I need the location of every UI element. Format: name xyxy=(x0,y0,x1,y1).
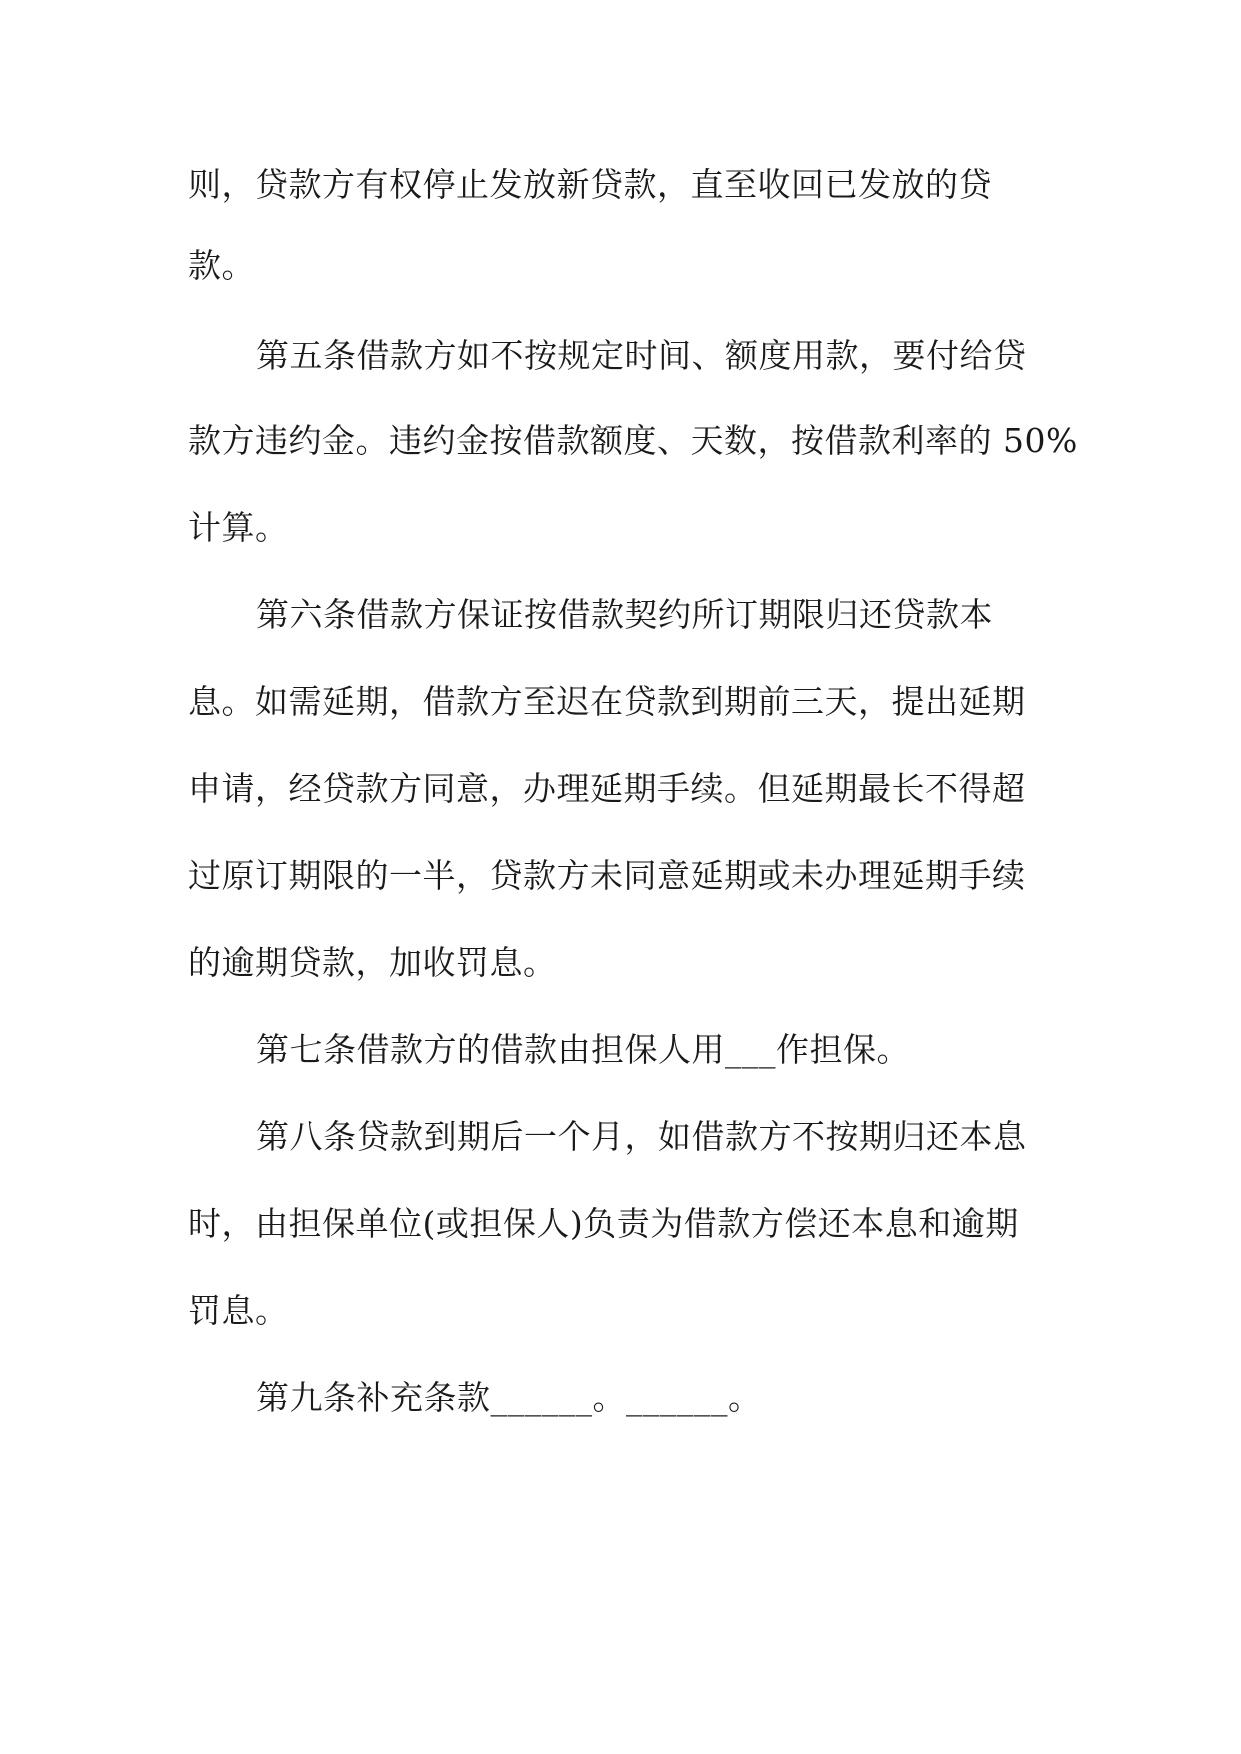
text-line: 申请，经贷款方同意，办理延期手续。但延期最长不得超 xyxy=(188,769,1026,808)
text-line: 款方违约金。违约金按借款额度、天数，按借款利率的 50% xyxy=(188,421,1078,460)
text-line: 罚息。 xyxy=(188,1291,289,1330)
text-line: 过原订期限的一半，贷款方未同意延期或未办理延期手续 xyxy=(188,856,1026,895)
article-6-heading: 第六条借款方保证按借款契约所订期限归还贷款本 xyxy=(256,595,993,634)
text-line: 款。 xyxy=(188,246,255,285)
text-line: 计算。 xyxy=(188,508,289,547)
article-9-heading: 第九条补充条款______。______。 xyxy=(256,1378,762,1417)
text-line: 时，由担保单位(或担保人)负责为借款方偿还本息和逾期 xyxy=(188,1204,1019,1243)
article-7-heading: 第七条借款方的借款由担保人用___作担保。 xyxy=(256,1030,910,1069)
text-line: 的逾期贷款，加收罚息。 xyxy=(188,943,557,982)
text-line: 息。如需延期，借款方至迟在贷款到期前三天，提出延期 xyxy=(188,682,1026,721)
text-line: 则，贷款方有权停止发放新贷款，直至收回已发放的贷 xyxy=(188,165,992,204)
article-5-heading: 第五条借款方如不按规定时间、额度用款，要付给贷 xyxy=(256,336,1027,375)
article-8-heading: 第八条贷款到期后一个月，如借款方不按期归还本息 xyxy=(256,1117,1027,1156)
